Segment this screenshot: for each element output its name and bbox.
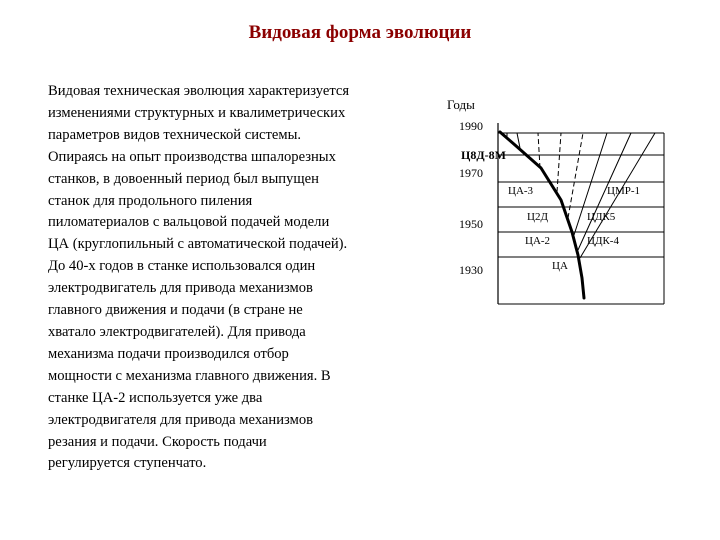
body-text: Видовая техническая эволюция характеризуется изменениями структурных и квалиметрических параметров видов технической системы. Опираясь на опыт производства шпалорезных станков, в довоенный период был выпущен станок для продольного пиления пиломатериалов с вальцовой подачей модели ЦА (круглопильный с автоматической подачей). До 40-х годов в станке использовался один электродвигатель для привода механизмов главного движения и подачи (в стране не хватало электродвигателей). Для привода механизма подачи производился отбор мощности с механизма главного движения. В станке ЦА-2 используется уже два электродвигателя для привода механизмов резания и подачи. Скорость подачи регулируется ступенчато. [48,83,350,472]
branch-line [557,133,561,192]
year-label-1990: 1990 [459,119,483,133]
model-label-tsa2: ЦА-2 [525,235,551,247]
year-label-1930: 1930 [459,263,483,277]
model-label-tsa: ЦА [552,260,568,272]
axis-label: Годы [447,97,475,112]
model-label-tsdk4: ЦДК-4 [587,235,619,247]
slide-title: Видовая форма эволюции [248,22,472,43]
evolution-diagram [445,90,675,320]
model-label-tsdk5: ЦДК5 [587,211,616,223]
model-label-ts2d: Ц2Д [527,211,548,223]
model-label-tsa3: ЦА-3 [508,185,534,197]
year-label-1970: 1970 [459,166,483,180]
year-label-1950: 1950 [459,217,483,231]
branch-line [538,133,540,168]
model-label-tsmr1: ЦМР-1 [607,185,641,197]
model-label-ts8d8m: Ц8Д-8М [461,148,506,162]
branch-line [568,133,583,218]
